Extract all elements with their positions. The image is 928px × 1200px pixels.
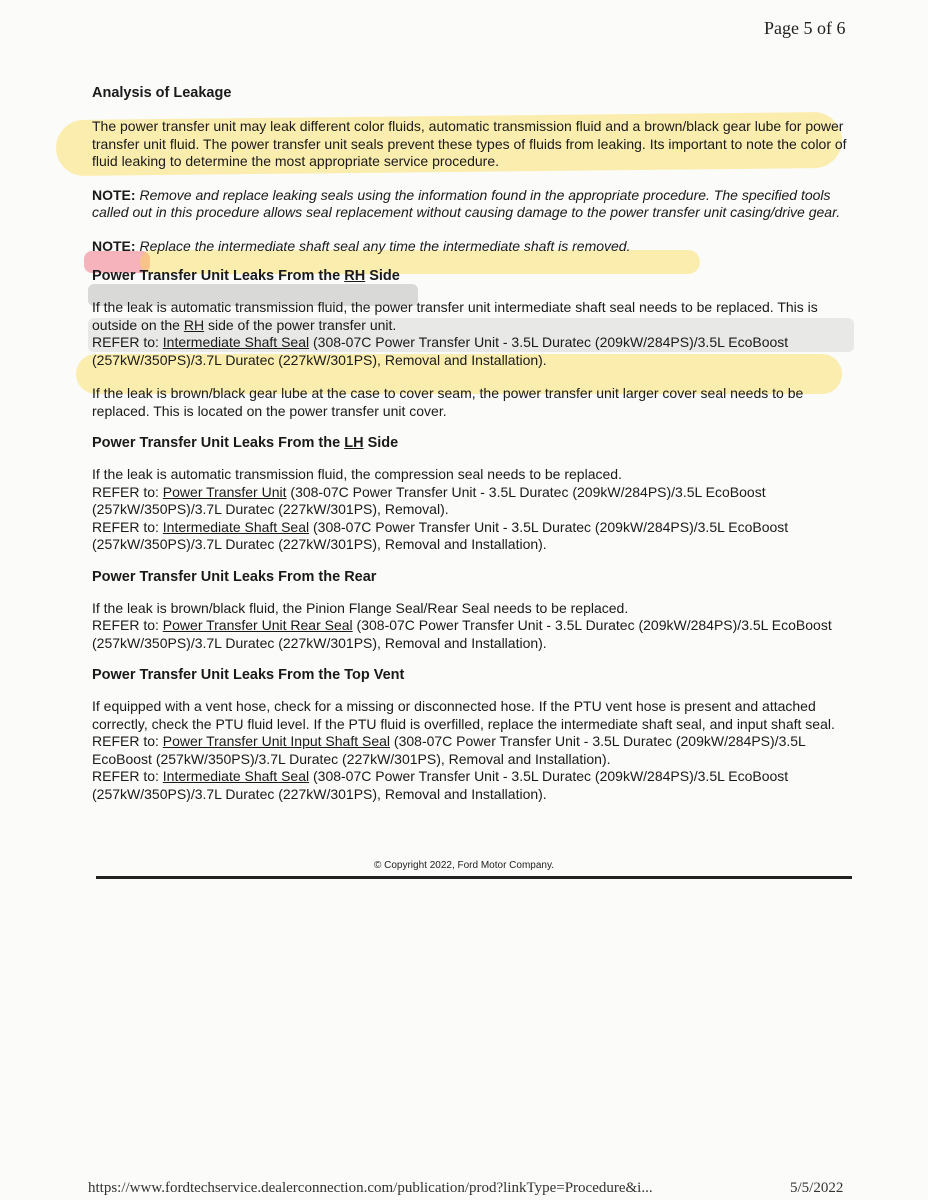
refer-label: REFER to:	[92, 617, 163, 633]
rh-cover-seal-paragraph: If the leak is brown/black gear lube at the case to cover seam, the power transfer unit larger cover seal needs to be replaced. This is located on the power transfer unit cover.	[92, 385, 804, 419]
document-body	[92, 84, 852, 803]
lh-text: If the leak is automatic transmission fluid, the compression seal needs to be replaced.	[92, 466, 622, 482]
note-text: Remove and replace leaking seals using the information found in the appropriate procedure. The specified tools called out in this procedure allows seal replacement without causing damage to the power transfer unit casing/drive gear.	[92, 186, 841, 220]
rh-heading-text: Power Transfer Unit Leaks From the	[92, 268, 345, 284]
analysis-intro: The power transfer unit may leak different color fluids, automatic transmission fluid and a brown/black gear lube for power transfer unit fluid. The power transfer unit seals prevent these types of fluids from leaking. Its important to note the color of fluid leaking to determine the most appropriate service procedure.	[92, 118, 847, 169]
lh-heading-suffix: Side	[363, 435, 399, 451]
power-transfer-unit-link[interactable]: Power Transfer Unit	[162, 483, 287, 500]
note-label: NOTE:	[92, 186, 136, 203]
input-shaft-seal-link[interactable]: Power Transfer Unit Input Shaft Seal	[162, 733, 391, 749]
lh-heading	[92, 434, 852, 452]
refer-text: (308-07C Power Transfer Unit - 3.5L Duratec (209kW/284PS)/3.5L EcoBoost (257kW/350PS)/3.7L Duratec (227kW/301PS), Removal and Installation).	[92, 334, 789, 368]
analysis-heading: Analysis of Leakage	[92, 85, 232, 101]
rh-text: If the leak is automatic transmission fluid, the power transfer unit intermediate shaft seal needs to be replaced. This is outside on the	[92, 299, 818, 333]
page-number: Page 5 of 6	[764, 18, 846, 38]
refer-label: REFER to:	[92, 768, 163, 784]
refer-text: (308-07C Power Transfer Unit - 3.5L Duratec (209kW/284PS)/3.5L EcoBoost (257kW/350PS)/3.7L Duratec (227kW/301PS), Removal and Installation).	[92, 617, 832, 651]
rh-heading	[92, 267, 852, 285]
lh-heading-side: LH	[344, 435, 364, 451]
refer-text: (308-07C Power Transfer Unit - 3.5L Duratec (209kW/284PS)/3.5L EcoBoost (257kW/350PS)/3.7L Duratec (227kW/301PS), Removal and Installation).	[92, 518, 789, 552]
refer-text: (308-07C Power Transfer Unit - 3.5L Duratec (209kW/284PS)/3.5L EcoBoost (257kW/350PS)/3.7L Duratec (227kW/301PS), Removal).	[92, 483, 766, 517]
rear-paragraph	[92, 600, 852, 653]
print-date: 5/5/2022	[790, 1180, 844, 1196]
note-remove-replace	[92, 187, 852, 222]
note-text: Replace the intermediate shaft seal any time the intermediate shaft is removed.	[139, 237, 631, 254]
rh-heading-side: RH	[344, 268, 366, 284]
refer-text: (308-07C Power Transfer Unit - 3.5L Duratec (209kW/284PS)/3.5L EcoBoost (257kW/350PS)/3.7L Duratec (227kW/301PS), Removal and Installation).	[92, 733, 806, 767]
page-url: https://www.fordtechservice.dealerconnection.com/publication/prod?linkType=Procedure&i...	[88, 1180, 653, 1196]
rh-paragraph	[92, 299, 852, 369]
note-intermediate-shaft	[92, 238, 852, 256]
lh-paragraph	[92, 466, 852, 554]
rh-text-end: side of the power transfer unit.	[204, 316, 397, 333]
refer-label: REFER to:	[92, 518, 163, 535]
refer-label: REFER to:	[92, 733, 163, 749]
intermediate-shaft-seal-link[interactable]: Intermediate Shaft Seal	[162, 334, 310, 350]
note-label: NOTE:	[92, 237, 136, 254]
refer-label: REFER to:	[92, 483, 163, 500]
rh-heading-suffix: Side	[365, 268, 400, 284]
copyright: © Copyright 2022, Ford Motor Company.	[373, 860, 555, 871]
vent-text: If equipped with a vent hose, check for a missing or disconnected hose. If the PTU vent hose is present and attached correctly, check the PTU fluid level. If the PTU fluid is overfilled, replace the intermediate shaft seal, and input shaft seal.	[92, 698, 835, 732]
intermediate-shaft-seal-link[interactable]: Intermediate Shaft Seal	[162, 768, 310, 784]
rh-side-term: RH	[183, 316, 205, 333]
rear-heading: Power Transfer Unit Leaks From the Rear	[92, 568, 377, 585]
rear-seal-link[interactable]: Power Transfer Unit Rear Seal	[162, 617, 353, 633]
refer-text: (308-07C Power Transfer Unit - 3.5L Duratec (209kW/284PS)/3.5L EcoBoost (257kW/350PS)/3.7L Duratec (227kW/301PS), Removal and Installation).	[92, 768, 789, 802]
lh-heading-text: Power Transfer Unit Leaks From the	[92, 435, 345, 451]
intermediate-shaft-seal-link[interactable]: Intermediate Shaft Seal	[162, 518, 310, 535]
rear-text: If the leak is brown/black fluid, the Pinion Flange Seal/Rear Seal needs to be replaced.	[92, 599, 629, 616]
refer-label: REFER to:	[92, 334, 163, 350]
footer-divider	[96, 876, 852, 879]
vent-paragraph	[92, 698, 852, 803]
vent-heading: Power Transfer Unit Leaks From the Top Vent	[92, 667, 405, 683]
